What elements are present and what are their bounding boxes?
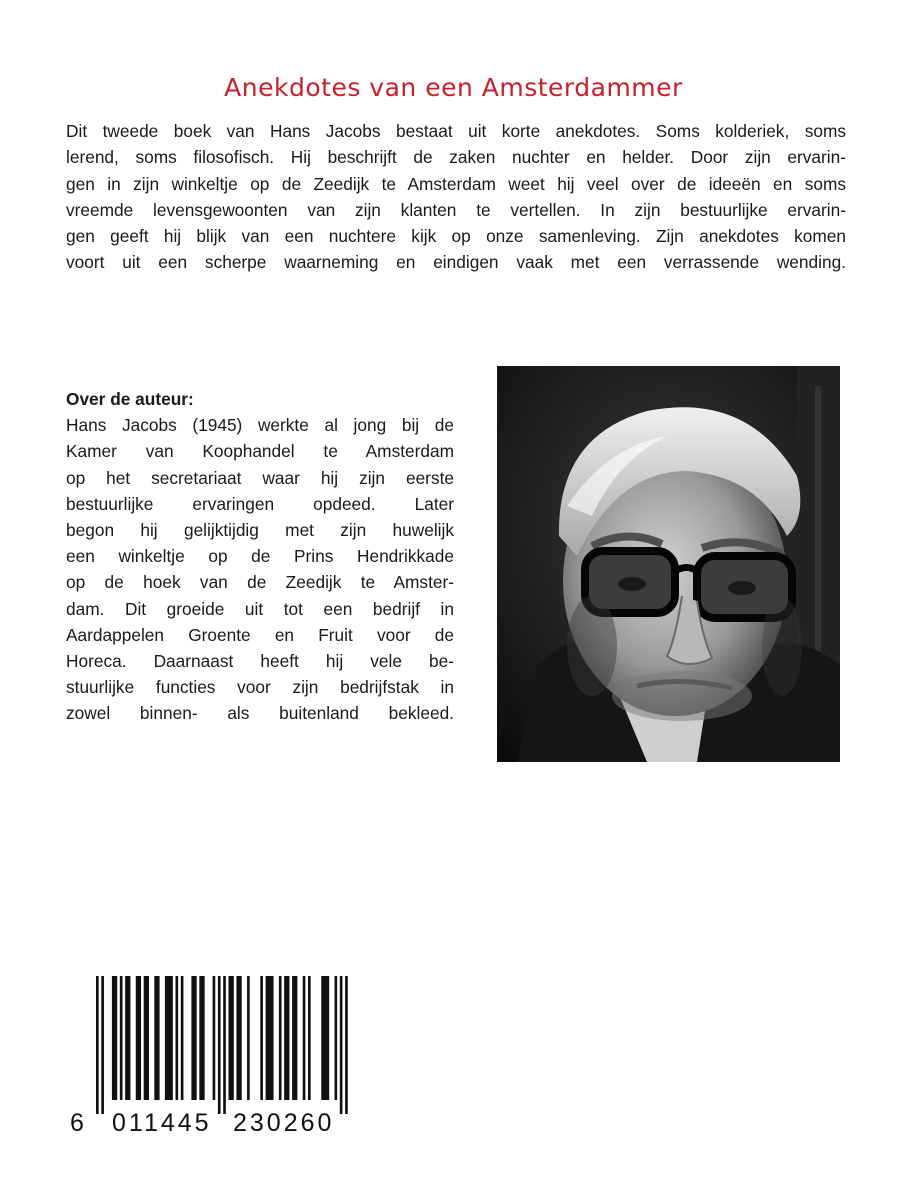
author-heading: Over de auteur: bbox=[66, 389, 194, 409]
barcode-bar bbox=[284, 976, 289, 1100]
intro-line: vreemde levensgewoonten van zijn klanten te vertellen. In zijn bestuurlijke ervarin- bbox=[66, 199, 846, 220]
barcode-bar bbox=[120, 976, 123, 1100]
author-line: Horeca. Daarnaast heeft hij vele be- bbox=[66, 650, 454, 671]
barcode-bar bbox=[165, 976, 173, 1100]
barcode-bar bbox=[266, 976, 274, 1100]
barcode-guard-bar bbox=[96, 976, 99, 1114]
barcode-bar bbox=[181, 976, 184, 1100]
author-line: op het secretariaat waar hij zijn eerste bbox=[66, 467, 454, 488]
barcode-bar bbox=[335, 976, 338, 1100]
barcode-bar bbox=[176, 976, 179, 1100]
intro-line: gen geeft hij blijk van een nuchtere kijk op onze samenleving. Zijn anekdotes komen bbox=[66, 226, 846, 247]
author-line: stuurlijke functies voor zijn bedrijfstak in bbox=[66, 677, 454, 698]
barcode-bar bbox=[279, 976, 282, 1100]
intro-paragraph bbox=[66, 118, 846, 276]
barcode-bar bbox=[308, 976, 311, 1100]
barcode-bar bbox=[199, 976, 204, 1100]
barcode-bar bbox=[144, 976, 149, 1100]
barcode-right-digits: 230260 bbox=[233, 1109, 335, 1136]
barcode-left-digits: 011445 bbox=[112, 1109, 212, 1136]
barcode-guard-bar bbox=[340, 976, 343, 1114]
intro-line: lerend, soms filosofisch. Hij beschrijft de zaken nuchter en helder. Door zijn ervarin- bbox=[66, 147, 846, 168]
author-line: bestuurlijke ervaringen opdeed. Later bbox=[66, 493, 454, 514]
intro-line: gen in zijn winkeltje op de Zeedijk te Amsterdam weet hij veel over de ideeën en soms bbox=[66, 173, 846, 194]
author-line: Kamer van Koophandel te Amsterdam bbox=[66, 441, 454, 462]
barcode-guard-bar bbox=[345, 976, 348, 1114]
intro-line: Dit tweede boek van Hans Jacobs bestaat uit korte anekdotes. Soms kolderiek, soms bbox=[66, 121, 846, 141]
barcode-bar bbox=[229, 976, 234, 1100]
barcode-guard-bar bbox=[223, 976, 226, 1114]
author-line: zowel binnen- als buitenland bekleed. bbox=[66, 703, 454, 724]
book-title: Anekdotes van een Amsterdammer bbox=[224, 72, 683, 102]
barcode-bar bbox=[125, 976, 130, 1100]
barcode-bar bbox=[303, 976, 306, 1100]
intro-line: voort uit een scherpe waarneming en eindigen vaak met een verrassende wending. bbox=[66, 252, 846, 273]
author-line: Aardappelen Groente en Fruit voor de bbox=[66, 624, 454, 645]
author-line: op de hoek van de Zeedijk te Amster- bbox=[66, 572, 454, 593]
barcode-bar bbox=[154, 976, 159, 1100]
barcode-bar bbox=[112, 976, 117, 1100]
barcode-bar bbox=[292, 976, 297, 1100]
barcode-bar bbox=[136, 976, 141, 1100]
author-line: Hans Jacobs (1945) werkte al jong bij de bbox=[66, 415, 454, 436]
barcode-guard-bar bbox=[218, 976, 221, 1114]
barcode-bar bbox=[321, 976, 329, 1100]
author-photo bbox=[497, 366, 840, 762]
author-line: dam. Dit groeide uit tot een bedrijf in bbox=[66, 598, 454, 619]
barcode bbox=[66, 968, 366, 1136]
barcode-bar bbox=[191, 976, 196, 1100]
barcode-bar bbox=[236, 976, 241, 1100]
barcode-first-digit: 6 bbox=[70, 1109, 84, 1136]
barcode-bar bbox=[213, 976, 216, 1100]
barcode-bar bbox=[260, 976, 263, 1100]
author-line: begon hij gelijktijdig met zijn huwelijk bbox=[66, 519, 454, 540]
barcode-guard-bar bbox=[101, 976, 104, 1114]
author-bio bbox=[66, 386, 454, 726]
barcode-bar bbox=[247, 976, 250, 1100]
author-line: een winkeltje op de Prins Hendrikkade bbox=[66, 546, 454, 567]
